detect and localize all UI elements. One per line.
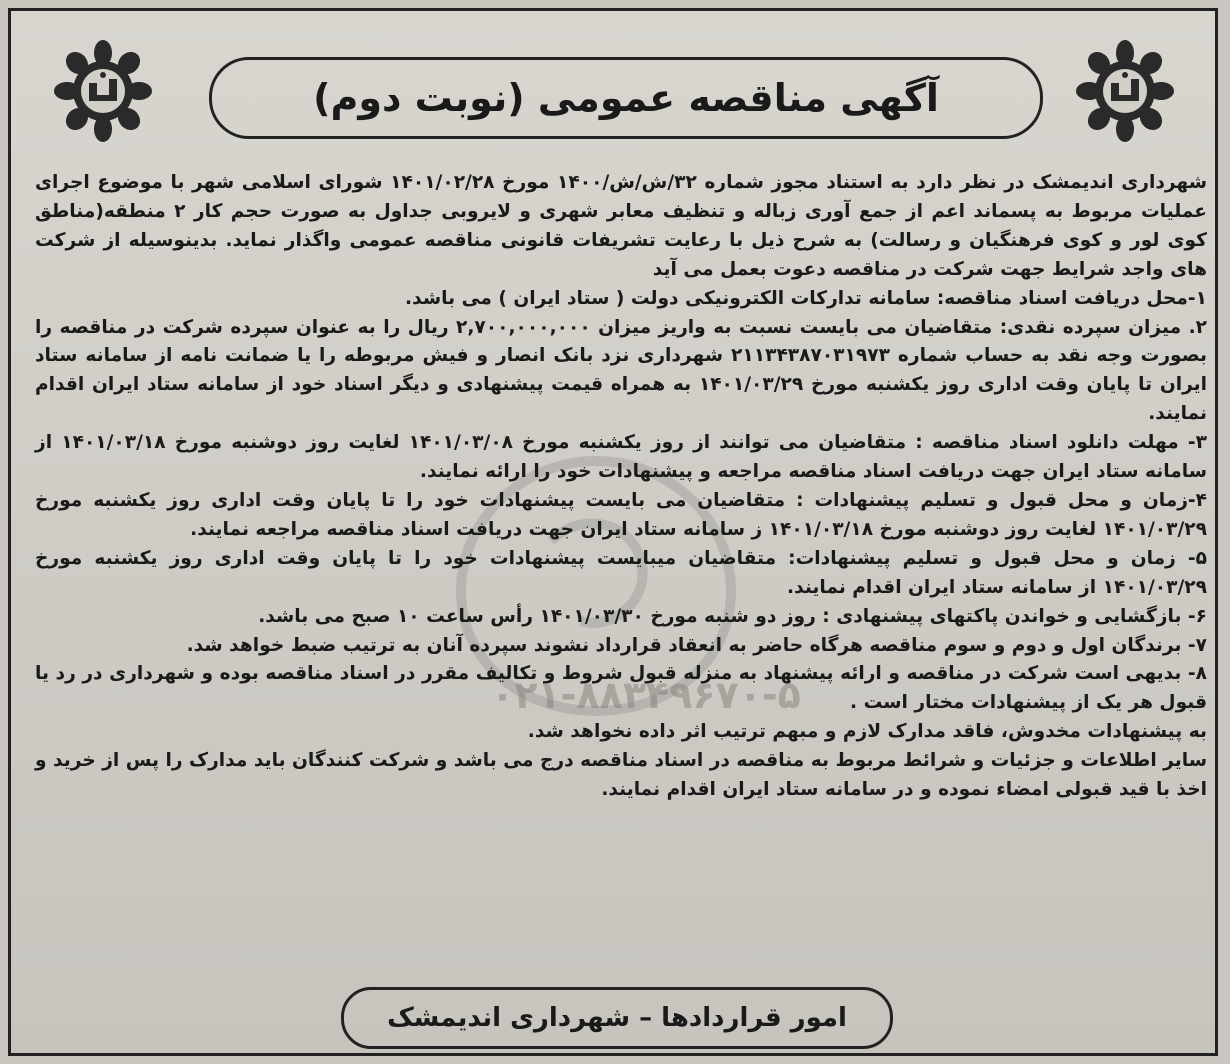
intro-paragraph: شهرداری اندیمشک در نظر دارد به استناد مجوز شماره ۳۲/ش/ش/۱۴۰۰ مورخ ۱۴۰۱/۰۲/۲۸ شورای اسلامی شهر با موضوع اجرای عملیات مربوط به پسماند اعم از جمع آوری زباله و تنظیف معابر شهری و لایروبی جداول به صورت حجم کار ۲ منطقه(مناطق کوی لور و کوی فرهنگیان و رسالت) به شرح ذیل با رعایت تشریفات قانونی مناقصه عمومی واگذار نماید. بدینوسیله از شرکت های واجد شرایط جهت شرکت در مناقصه دعوت بعمل می آید <box>35 172 1207 280</box>
municipality-emblem-icon <box>53 39 153 143</box>
municipality-emblem-icon <box>1075 39 1175 143</box>
notice-title: آگهی مناقصه عمومی (نوبت دوم) <box>313 76 939 120</box>
footer-signature: امور قراردادها – شهرداری اندیمشک <box>387 1003 847 1033</box>
clause-6: ۶- بازگشایی و خواندن پاکتهای پیشنهادی : روز دو شنبه مورخ ۱۴۰۱/۰۳/۳۰ رأس ساعت ۱۰ صبح می باشد. <box>258 605 1207 627</box>
clause-3: ۳- مهلت دانلود اسناد مناقصه : متقاضیان می توانند از روز یکشنبه مورخ ۱۴۰۱/۰۳/۰۸ لغایت روز دوشنبه مورخ ۱۴۰۱/۰۳/۱۸ از سامانه ستاد ایران جهت دریافت اسناد مناقصه مراجعه و پیشنهادات خود را ارائه نمایند. <box>35 432 1207 483</box>
note-other-info: سایر اطلاعات و جزئیات و شرائط مربوط به مناقصه در اسناد مناقصه درج می باشد و شرکت کنندگان باید مدارک را پس از خرید و اخذ با قید قبولی امضاء نموده و در سامانه ستاد ایران اقدام نمایند. <box>35 750 1207 801</box>
clause-5: ۵- زمان و محل قبول و تسلیم پیشنهادات: متقاضیان میبایست پیشنهادات خود را تا پایان وقت اداری روز یکشنبه مورخ ۱۴۰۱/۰۳/۲۹ از سامانه ستاد ایران اقدام نمایند. <box>35 547 1207 598</box>
note-incomplete-bids: به پیشنهادات مخدوش، فاقد مدارک لازم و مبهم ترتیب اثر داده نخواهد شد. <box>527 721 1207 743</box>
clause-2: ۲. میزان سپرده نقدی: متقاضیان می بایست نسبت به واریز میزان ۲,۷۰۰,۰۰۰,۰۰۰ ریال را به عنوان سپرده شرکت در مناقصه را بصورت وجه نقد به حساب شماره ۲۱۱۳۴۳۸۷۰۳۱۹۷۳ شهرداری نزد بانک انصار و فیش مربوطه را یا ضمانت نامه از سامانه ستاد ایران تا پایان وقت اداری روز یکشنبه مورخ ۱۴۰۱/۰۳/۲۹ به همراه قیمت پیشنهادی و دیگر اسناد خود از سامانه ستاد ایران اقدام نمایند. <box>35 316 1207 425</box>
watermark-phone: ۰۲۱-۸۸۳۴۹۶۷۰-۵ <box>491 673 801 717</box>
clause-4: ۴-زمان و محل قبول و تسلیم پیشنهادات : متقاضیان می بایست پیشنهادات خود را تا پایان وقت اداری روز یکشنبه مورخ ۱۴۰۱/۰۳/۲۹ لغایت روز دوشنبه مورخ ۱۴۰۱/۰۳/۱۸ ز سامانه ستاد ایران جهت دریافت اسناد مناقصه مراجعه نمایند. <box>35 489 1207 540</box>
title-frame <box>209 57 1043 139</box>
notice-body <box>35 169 1207 975</box>
clause-7: ۷- برندگان اول و دوم و سوم مناقصه هرگاه حاضر به انعقاد قرارداد نشوند سپرده آنان به ترتیب ضبط خواهد شد. <box>186 634 1207 656</box>
clause-1: ۱-محل دریافت اسناد مناقصه: سامانه تدارکات الکترونیکی دولت ( ستاد ایران ) می باشد. <box>405 287 1207 309</box>
tender-notice <box>8 8 1218 1056</box>
footer-frame <box>341 987 893 1049</box>
clause-8: ۸- بدیهی است شرکت در مناقصه و ارائه پیشنهاد به منزله قبول شروط و تکالیف مقرر در اسناد مناقصه بوده و شهرداری در رد یا قبول هر یک از پیشنهادات مختار است . <box>35 663 1207 714</box>
